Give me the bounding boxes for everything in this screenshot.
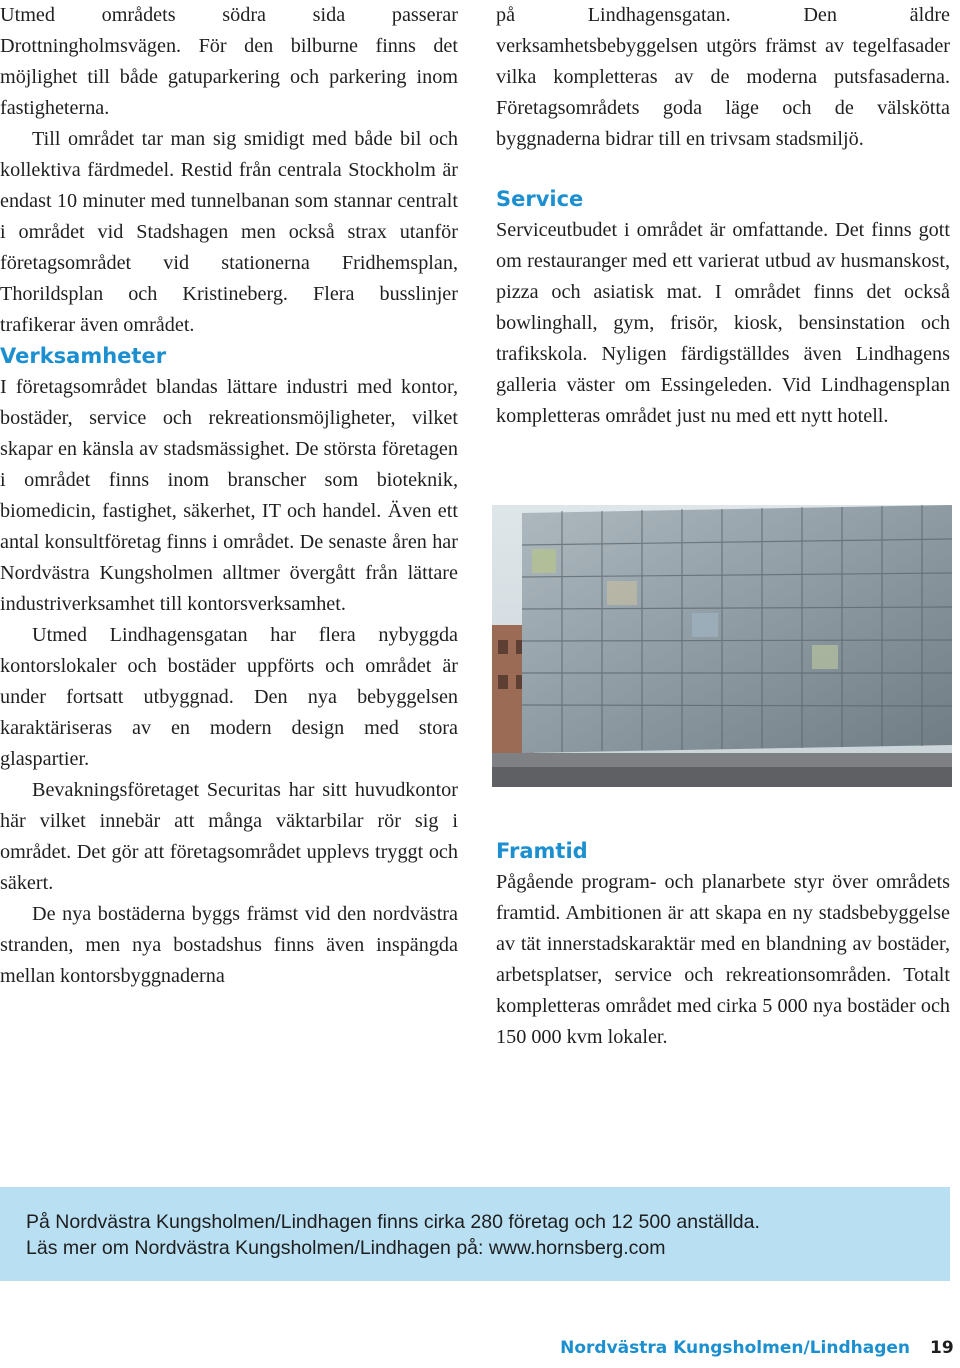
- paragraph-service: Serviceutbudet i området är omfattande. Det finns gott om restauranger med ett varierat utbud av husmanskost, pizza och asiatisk mat. I området finns det också bowlinghall, gym, frisör, kiosk, bensinstation och trafikskola. Nyligen färdigställdes även Lindhagens galleria väster om Essingeleden. Vid Lindhagensplan kompletteras området just nu med ett nytt hotell.: [496, 219, 950, 427]
- banner-line-1: På Nordvästra Kungsholmen/Lindhagen finns cirka 280 företag och 12 500 anställda.: [26, 1211, 760, 1233]
- heading-verksamheter: Verksamheter: [0, 344, 167, 368]
- paragraph-framtid: Pågående program- och planarbete styr över områdets framtid. Ambitionen är att skapa en ny stadsbebyggelse av tät innerstadskaraktär med en blandning av bostäder, arbetsplatser, service och rekreationsområden. Totalt kompletteras området med cirka 5 000 nya bostäder och 150 000 kvm lokaler.: [496, 871, 950, 1048]
- paragraph-verksamheter-3: Bevakningsföretaget Securitas har sitt huvudkontor här vilket innebär att många väktarbilar rör sig i området. Det gör att företagsområdet upplevs tryggt och säkert.: [0, 779, 458, 894]
- paragraph-verksamheter-1: I företagsområdet blandas lättare industri med kontor, bostäder, service och rekreationsmöjligheter, vilket skapar en känsla av stadsmässighet. De största företagen i området finns inom branscher som bioteknik, biomedicin, fastighet, säkerhet, IT och handel. Även ett antal konsultföretag finns i området. De senaste åren har Nordvästra Kungsholmen alltmer övergått från lättare industriverksamhet till kontorsverksamhet.: [0, 376, 458, 615]
- paragraph-verksamheter-2: Utmed Lindhagensgatan har flera nybyggda kontorslokaler och bostäder uppförts och området är under fortsatt utbyggnad. Den nya bebyggelsen karaktäriseras av en modern design med stora glaspartier.: [0, 624, 458, 770]
- banner-line-2: Läs mer om Nordvästra Kungsholmen/Lindhagen på: www.hornsberg.com: [26, 1237, 666, 1259]
- building-illustration: [492, 505, 952, 787]
- page-number: 19: [930, 1338, 954, 1358]
- left-column: [0, 0, 458, 992]
- paragraph-verksamheter-4: De nya bostäderna byggs främst vid den nordvästra stranden, men nya bostadshus finns även inspängda mellan kontorsbyggnaderna: [0, 903, 458, 987]
- footer-title: Nordvästra Kungsholmen/Lindhagen: [560, 1338, 910, 1358]
- paragraph-continuation: på Lindhagensgatan. Den äldre verksamhetsbebyggelsen utgörs främst av tegelfasader vilka kompletteras av de moderna putsfasaderna. Företagsområdets goda läge och de välskötta byggnaderna bidrar till en trivsam stadsmiljö.: [496, 4, 950, 150]
- building-photo: [492, 505, 952, 787]
- paragraph-intro-2: Till området tar man sig smidigt med både bil och kollektiva färdmedel. Restid från centrala Stockholm är endast 10 minuter med tunnelbanan som stannar centralt i området vid Stadshagen men också strax utanför företagsområdet vid stationerna Fridhemsplan, Thorildsplan och Kristineberg. Flera busslinjer trafikerar även området.: [0, 128, 458, 336]
- heading-service: Service: [496, 187, 584, 211]
- info-banner: [0, 1187, 950, 1281]
- paragraph-intro-1: Utmed områdets södra sida passerar Drottningholmsvägen. För den bilburne finns det möjlighet till både gatuparkering och parkering inom fastigheterna.: [0, 4, 458, 119]
- heading-framtid: Framtid: [496, 839, 588, 863]
